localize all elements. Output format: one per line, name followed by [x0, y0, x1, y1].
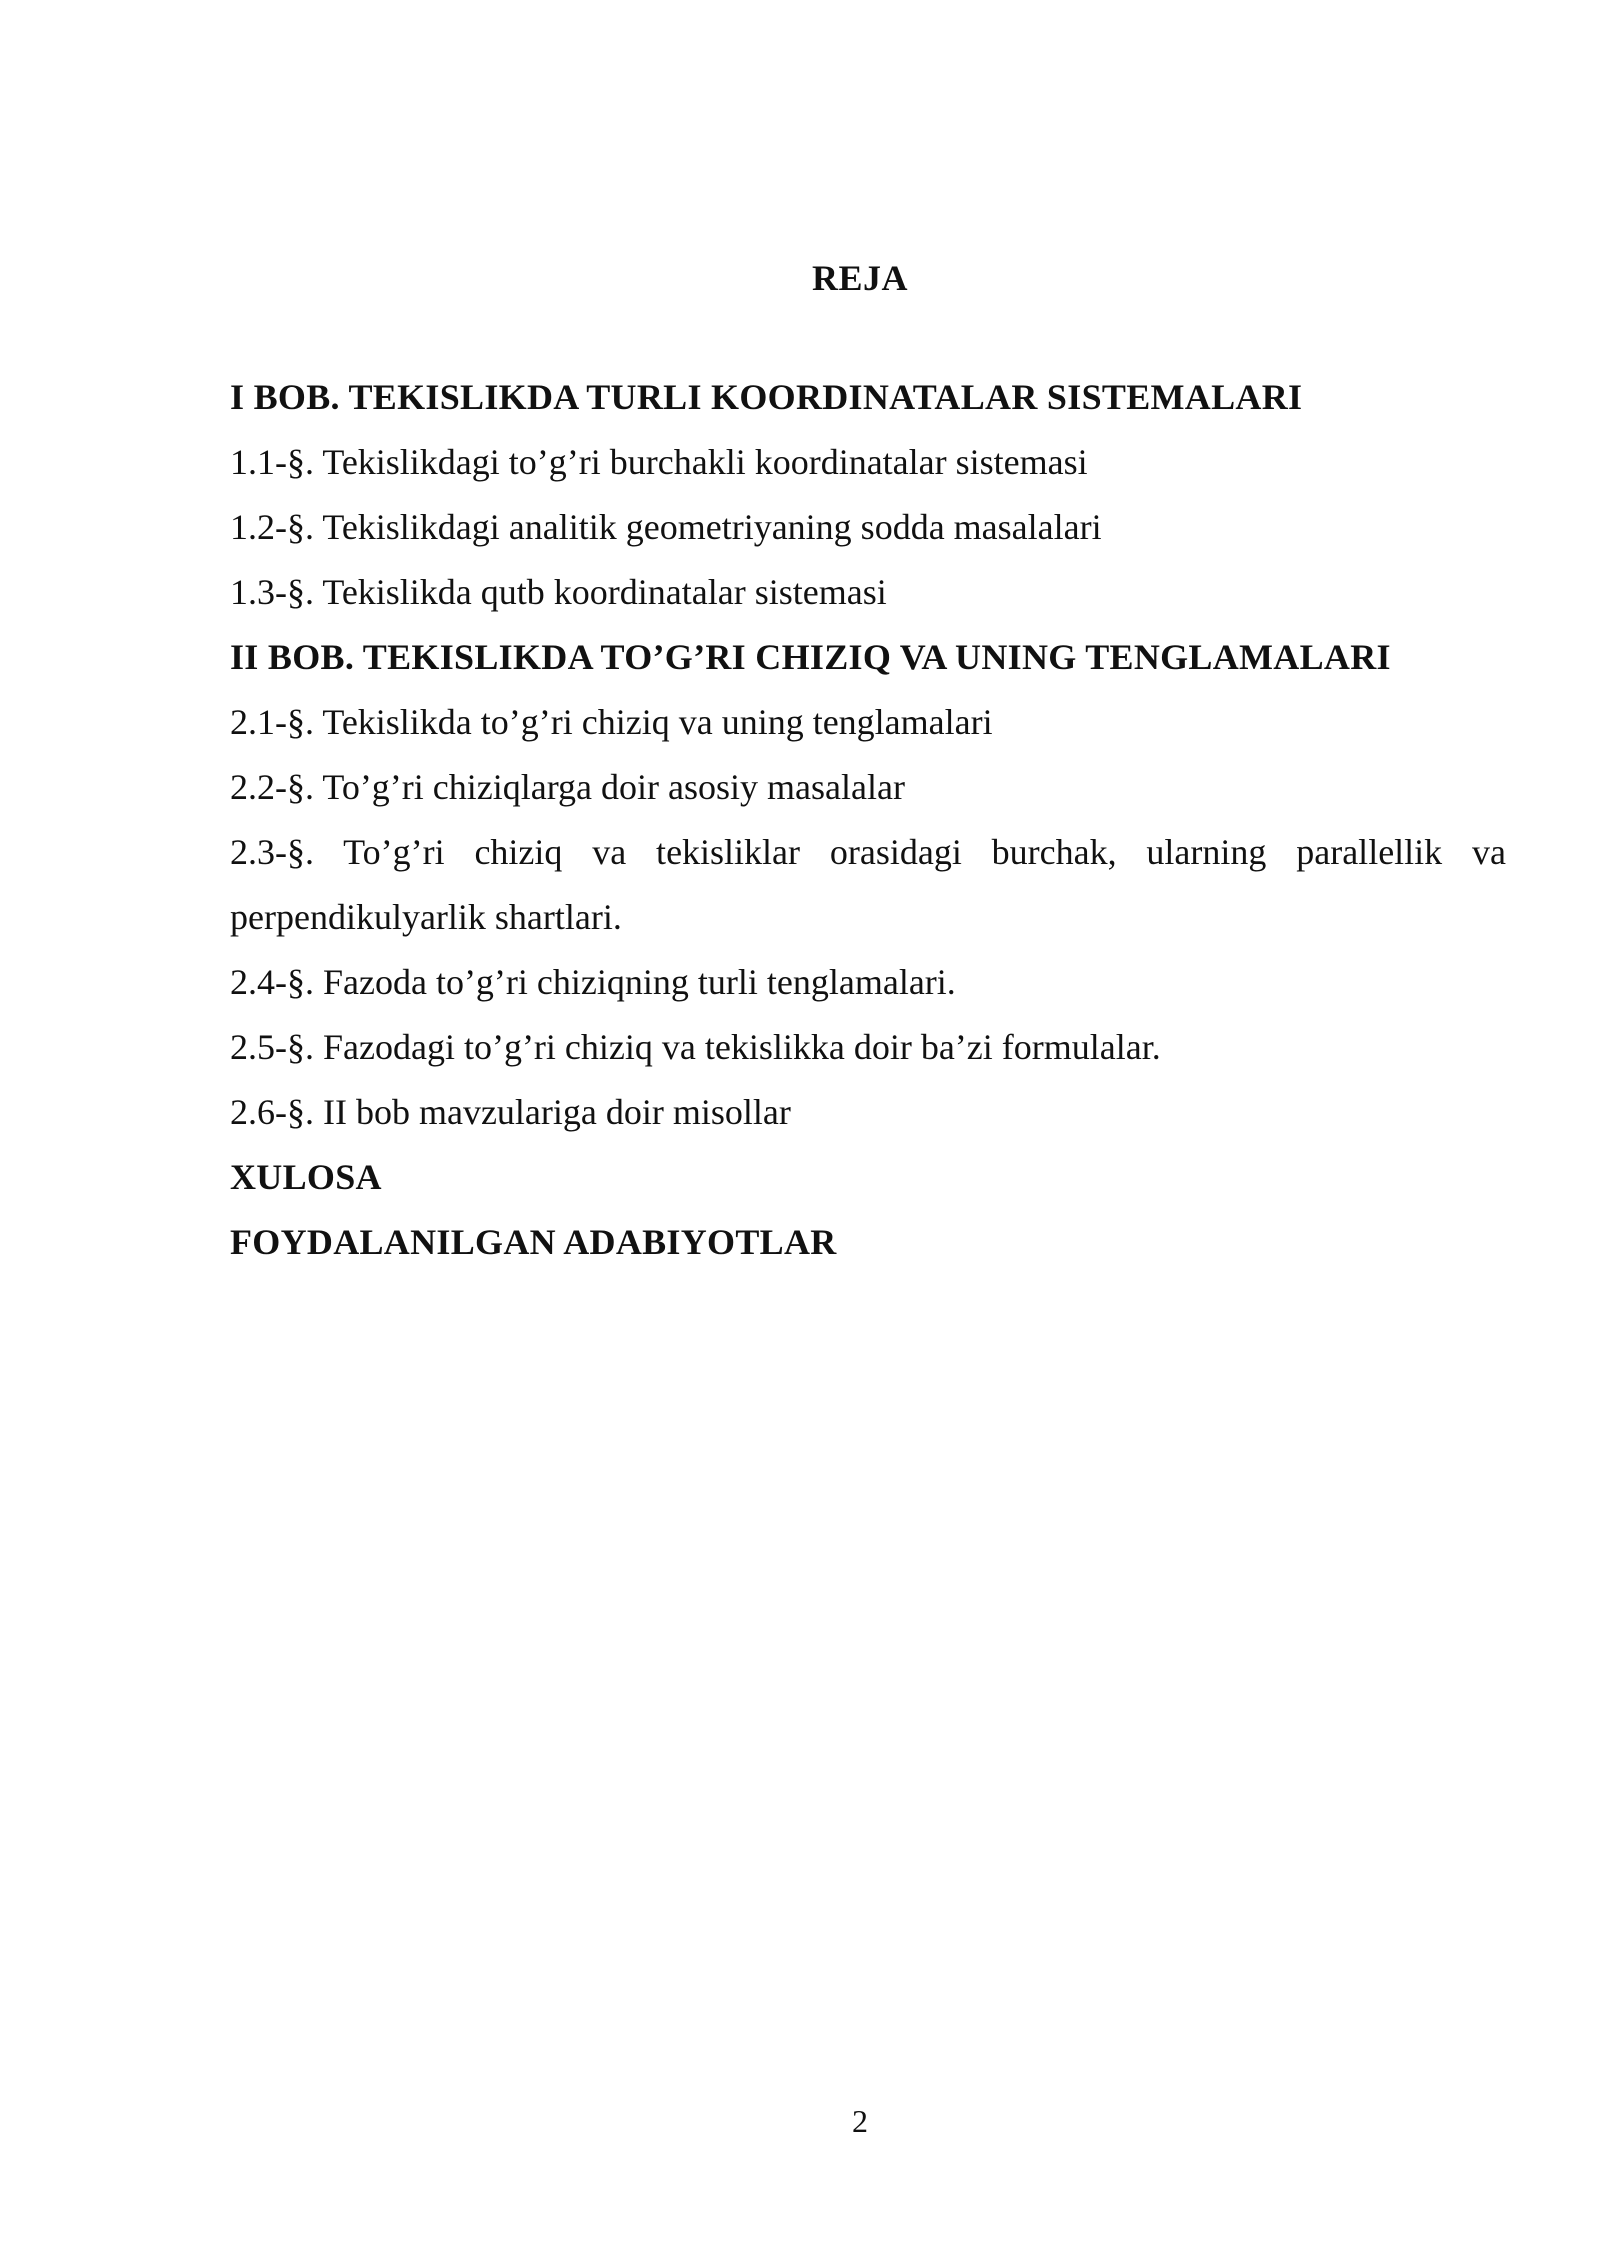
toc-item: 2.2-§. To’g’ri chiziqlarga doir asosiy masalalar [230, 767, 905, 807]
page-number: 2 [852, 2103, 868, 2139]
toc-item: 1.2-§. Tekislikdagi analitik geometriyaning sodda masalalari [230, 507, 1102, 547]
toc-item: I BOB. TEKISLIKDA TURLI KOORDINATALAR SISTEMALARI [230, 377, 1303, 417]
toc-item: 2.3-§. To’g’ri chiziq va tekisliklar orasidagi burchak, ularning parallellik va perpendikulyarlik shartlari. [230, 832, 1506, 937]
toc-item: FOYDALANILGAN ADABIYOTLAR [230, 1222, 837, 1262]
toc-item: II BOB. TEKISLIKDA TO’G’RI CHIZIQ VA UNING TENGLAMALARI [230, 637, 1391, 677]
table-of-contents [230, 365, 1506, 1275]
toc-item: 2.5-§. Fazodagi to’g’ri chiziq va tekislikka doir ba’zi formulalar. [230, 1027, 1161, 1067]
toc-item: XULOSA [230, 1157, 382, 1197]
page-title: REJA [811, 258, 908, 298]
toc-item: 1.3-§. Tekislikda qutb koordinatalar sistemasi [230, 572, 887, 612]
toc-item: 2.6-§. II bob mavzulariga doir misollar [230, 1092, 791, 1132]
toc-item: 1.1-§. Tekislikdagi to’g’ri burchakli koordinatalar sistemasi [230, 442, 1088, 482]
toc-item: 2.1-§. Tekislikda to’g’ri chiziq va uning tenglamalari [230, 702, 993, 742]
toc-item: 2.4-§. Fazoda to’g’ri chiziqning turli tenglamalari. [230, 962, 956, 1002]
